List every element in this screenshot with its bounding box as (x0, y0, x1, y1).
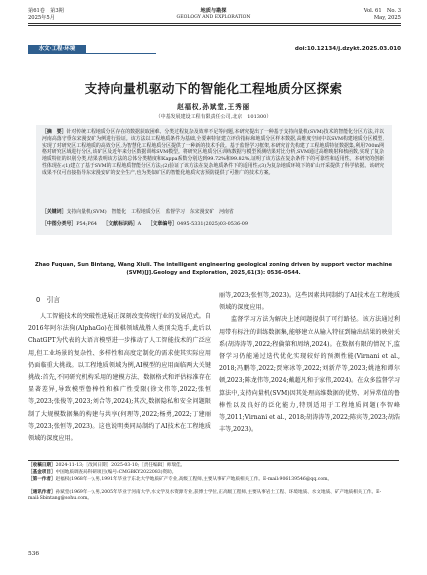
journal-volume-issue-en: Vol. 61 No. 3 May, 2025 (363, 8, 401, 21)
footnote-text: 2024-11-13;［改回日期］2025-03-10;［责任编辑］师瑞佳。 (55, 463, 186, 468)
journal-name: 地质与勘探 GEOLOGY AND EXPLORATION (176, 8, 251, 20)
footnote-text: 中国地质调查局科研项目(编号:CMGBKY2022083)资助。 (55, 470, 177, 475)
page-number: 536 (28, 551, 40, 557)
clc-label: ［中图分类号］ (42, 221, 77, 227)
intro-paragraph-2: 监督学习方法为解决上述问题提供了可行路径。该方法通过利用带有标注的训练数据集,能够建立从输入特征到输出结果的映射关系(胡涛涛等,2022;程倫第和周纳,2024)。在数据有限的情况下,监督学习仍能通过迭代优化实现较好的预测性能(Virnani et al., 2018;冯鹏等,2022;贾寒冰等,2022;刘新芹等,2023;姚池和谭尔顿,2023;陈龙伟等,2024;戴超凡和于家伟,2024)。在众多监督学习算法中,支持向量机(SVM)因其处理高维数据的优势、对异常值的鲁棒性以及良好的泛化能力,特别适用于工程地质问题(李智峰等,2011;Virnani et al., 2018;胡涛涛等,2022;陈宾等,2023;胡浩丰等,2023)。 (219, 316, 400, 434)
body-column-left (28, 311, 211, 445)
affiliation: （中基发展建设工程有限责任公司,北京 101300） (155, 114, 272, 120)
section-tag-bar (86, 53, 156, 54)
abstract (42, 129, 384, 176)
clc-value: P54;P64 (76, 221, 97, 227)
classification-line (42, 221, 384, 228)
keywords-text: 支持向量机(SVM) 智能化 工程地质分区 监督学习 东宋漫安矿 河南省 (66, 209, 234, 215)
article-no-label: ［文章编号］ (147, 221, 177, 227)
keywords-label: ［关键词］ (42, 209, 67, 215)
footnote-rule (28, 460, 399, 461)
journal-volume-issue: 第61卷 第3期 2025年5月 (28, 8, 64, 21)
footnote-text: 孙斌堂(1969年一),男,2005年毕业于河南大学,水文学及水资源专业,获博士学位,正高级工程师,主要从事岩土工程、环境地质、水文地质、矿产地质相关工作。E-mail:Sbintang@sohu.com。 (28, 490, 382, 502)
intro-paragraph-1-continued: 丽等,2023;张恒等,2023)。这些因素共同制约了AI技术在工程地质领域的深度应用。 (219, 292, 400, 312)
authors: 赵福权,孙斌堂,王秀丽 (177, 103, 250, 111)
header-rule-thin (28, 25, 401, 26)
abstract-label: ［摘 要］ (42, 129, 67, 135)
abstract-text: 针对传统工程地质分区存在的数据获取困难、分类过程复杂及效率不足等问题,本研究提出了一种基于支持向量机(SVM)技术的智能化分区方法,并以河南高落守垂东宋漫安矿为例进行验证。该方法以工程地质条件为基础,全要素特征建立评价指标和地质分区样本数据,高维度空间中以SVM构建地质分区模型,实现了对研究区工程地质的高效分区,为智慧化工程地质分区提供了一种新的技术手段。基于监督学习框架,本研究首先构建了工程地质特征数据集,利用700m网格对研究区域进行分区,该矿区及近年来分区数据训练SVM模型。将研究区地质分区训练数据与模型预测结果对比分析,SVM通过高维映射和核函数,实现了复杂地质特征的识别分类,结果表明该方法的总体分类精度和Kappa系数分别达到99.72%和99.82%,证明了该方法在复杂条件下的可靠性和适用性。本研究的创新性体现在:(1)建立了基于SVM的工程地质智能分区方法;(2)验证了该方法在复杂地质条件下的适用性;(3)为复杂地质环境下的矿山开采提供了科学依据。该研究成果不仅可直接指导东宋漫安矿的安全生产,也为类似矿区的智能化地质灾害预防提供了可推广的技术方案。 (42, 129, 384, 176)
footnote-label: ［基金项目］ (28, 470, 56, 475)
section-heading-introduction: 0 引言 (36, 296, 60, 304)
section-tag: 水文·工程·环境 (28, 45, 86, 54)
footnote-received (28, 463, 399, 469)
footnote-funding (28, 470, 399, 476)
footnote-label: ［通讯作者］ (28, 490, 56, 495)
intro-paragraph-1: 人工智能技术的突破性进展正深刻改变传统行业的发展范式。自2016年阿尔法狗(AlphaGo)在围棋领域战胜人类顶尖选手,此后以ChatGPT为代表的大语言模型进一步推动了人工智能技术的广泛应用,但工业场景的复杂性、多样性和高度定制化的需求使其实际应用仍面临重大挑战。以工程地质领域为例,AI模型的应用面临两大关键挑战:首先,不同研究机构采用的建模方法、数据格式和评估标准存在显著差异,导致模型鲁棒性和推广性受限(徐文伟等,2022;张恒等,2023;张俊等,2023;刘合等,2024);其次,数据隐私和安全问题限制了大规模数据集的构建与共享(何理等,2022;杨勇,2022;丁建丽等,2023;张恒等,2023)。这也说明类同局制约了AI技术在工程地质领域的深度应用。 (28, 313, 211, 443)
english-citation: Zhao Fuquan, Sun Bintang, Wang Xiuli. The intelligent engineering geological zoning driven by support vector machine (SVM)[J].Geology and Exploration, 2025,61(3): 0536-0544. (34, 262, 393, 276)
doi[interactable]: doi:10.12134/j.dzykt.2025.03.010 (294, 46, 401, 52)
body-column-right (219, 290, 400, 436)
footnote-label: ［收稿日期］ (28, 463, 56, 468)
footnote-text: 赵福权(1968年一),男,1991年毕业于东北大学地质矿产专业,高级工程师,主要从事矿产地质相关工作。E-mail:906139546@qq.com。 (55, 477, 333, 482)
footnote-first-author (28, 477, 399, 483)
header-rule (28, 23, 401, 24)
keywords (42, 209, 384, 216)
doc-code-value: A (137, 221, 142, 227)
article-no-value: 0495-5331(2025)03-0536-09 (177, 221, 249, 227)
footnote-label: ［第一作者］ (28, 477, 56, 482)
doc-code-label: ［文献标识码］ (103, 221, 138, 227)
article-title: 支持向量机驱动下的智能化工程地质分区探索 (84, 81, 343, 96)
footnote-corresponding-author (28, 490, 399, 503)
